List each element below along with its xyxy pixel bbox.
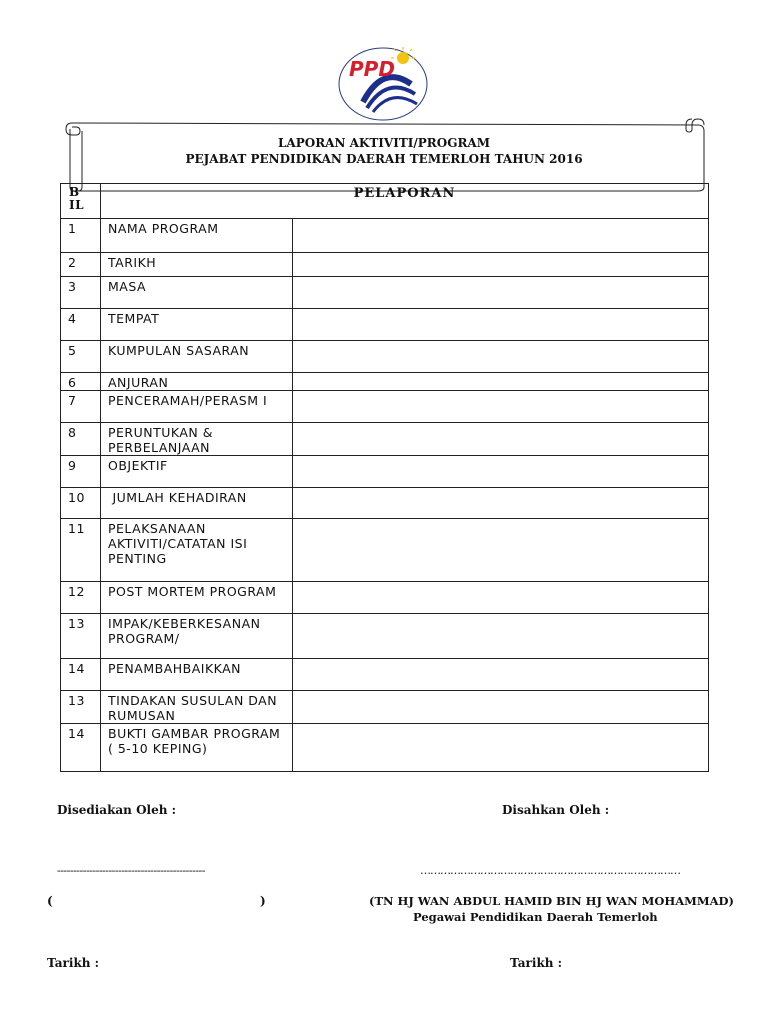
report-subtitle: PEJABAT PENDIDIKAN DAERAH TEMERLOH TAHUN 2016	[185, 152, 583, 166]
report-title: LAPORAN AKTIVITI/PROGRAM	[277, 136, 491, 150]
row-label: PELAKSANAAN AKTIVITI/CATATAN ISI PENTING	[101, 519, 293, 582]
row-number: 10	[61, 488, 101, 519]
row-number: 14	[61, 659, 101, 691]
row-number: 6	[61, 373, 101, 391]
row-number: 12	[61, 582, 101, 614]
row-number: 2	[61, 253, 101, 277]
row-number: 7	[61, 391, 101, 423]
row-value-field[interactable]	[293, 614, 709, 659]
row-value-field[interactable]	[293, 582, 709, 614]
row-number: 14	[61, 724, 101, 772]
table-header-row	[61, 184, 709, 219]
table-row	[61, 373, 709, 391]
preparer-name-open-paren: (	[47, 894, 53, 908]
approver-signature-line[interactable]: ……………………………………………………………………	[420, 864, 680, 877]
table-row	[61, 456, 709, 488]
row-number: 4	[61, 309, 101, 341]
row-number: 9	[61, 456, 101, 488]
row-label: TARIKH	[101, 253, 293, 277]
row-label: PERUNTUKAN & PERBELANJAAN	[101, 423, 293, 456]
row-value-field[interactable]	[293, 691, 709, 724]
row-label: MASA	[101, 277, 293, 309]
report-form-table	[60, 183, 709, 772]
table-row	[61, 219, 709, 253]
row-label: KUMPULAN SASARAN	[101, 341, 293, 373]
table-row	[61, 582, 709, 614]
row-value-field[interactable]	[293, 423, 709, 456]
row-number: 8	[61, 423, 101, 456]
row-value-field[interactable]	[293, 391, 709, 423]
table-row	[61, 253, 709, 277]
row-value-field[interactable]	[293, 309, 709, 341]
row-label: JUMLAH KEHADIRAN	[101, 488, 293, 519]
row-number: 1	[61, 219, 101, 253]
row-number: 3	[61, 277, 101, 309]
row-label: PENCERAMAH/PERASM I	[101, 391, 293, 423]
row-value-field[interactable]	[293, 488, 709, 519]
row-value-field[interactable]	[293, 373, 709, 391]
preparer-signature-line[interactable]: ----------------------------------------------	[57, 864, 205, 877]
logo-text: PPD	[349, 57, 395, 81]
table-row	[61, 277, 709, 309]
row-label: OBJEKTIF	[101, 456, 293, 488]
row-number: 5	[61, 341, 101, 373]
row-value-field[interactable]	[293, 456, 709, 488]
row-label: PENAMBAHBAIKKAN	[101, 659, 293, 691]
row-value-field[interactable]	[293, 659, 709, 691]
approver-name: (TN HJ WAN ABDUL HAMID BIN HJ WAN MOHAMMAD)	[369, 894, 734, 908]
row-label: NAMA PROGRAM	[101, 219, 293, 253]
table-row	[61, 691, 709, 724]
row-value-field[interactable]	[293, 724, 709, 772]
row-label: BUKTI GAMBAR PROGRAM ( 5-10 KEPING)	[101, 724, 293, 772]
prepared-by-label: Disediakan Oleh :	[57, 803, 177, 817]
row-number: 13	[61, 691, 101, 724]
table-row	[61, 423, 709, 456]
col-pelaporan-header: PELAPORAN	[101, 184, 709, 219]
table-row	[61, 391, 709, 423]
row-value-field[interactable]	[293, 341, 709, 373]
row-label: TEMPAT	[101, 309, 293, 341]
table-row	[61, 659, 709, 691]
row-label: ANJURAN	[101, 373, 293, 391]
table-row	[61, 309, 709, 341]
table-row	[61, 519, 709, 582]
table-row	[61, 488, 709, 519]
row-label: POST MORTEM PROGRAM	[101, 582, 293, 614]
approver-date-label: Tarikh :	[510, 956, 563, 970]
row-value-field[interactable]	[293, 253, 709, 277]
row-label: TINDAKAN SUSULAN DAN RUMUSAN	[101, 691, 293, 724]
row-number: 11	[61, 519, 101, 582]
row-label: IMPAK/KEBERKESANAN PROGRAM/	[101, 614, 293, 659]
table-row	[61, 724, 709, 772]
approver-title: Pegawai Pendidikan Daerah Temerloh	[413, 910, 658, 924]
ppd-logo	[333, 44, 433, 124]
preparer-date-label: Tarikh :	[47, 956, 100, 970]
row-number: 13	[61, 614, 101, 659]
row-value-field[interactable]	[293, 219, 709, 253]
table-row	[61, 341, 709, 373]
preparer-name-close-paren: )	[260, 894, 266, 908]
table-row	[61, 614, 709, 659]
approved-by-label: Disahkan Oleh :	[502, 803, 610, 817]
col-bil-header: BIL	[61, 184, 101, 219]
row-value-field[interactable]	[293, 519, 709, 582]
row-value-field[interactable]	[293, 277, 709, 309]
